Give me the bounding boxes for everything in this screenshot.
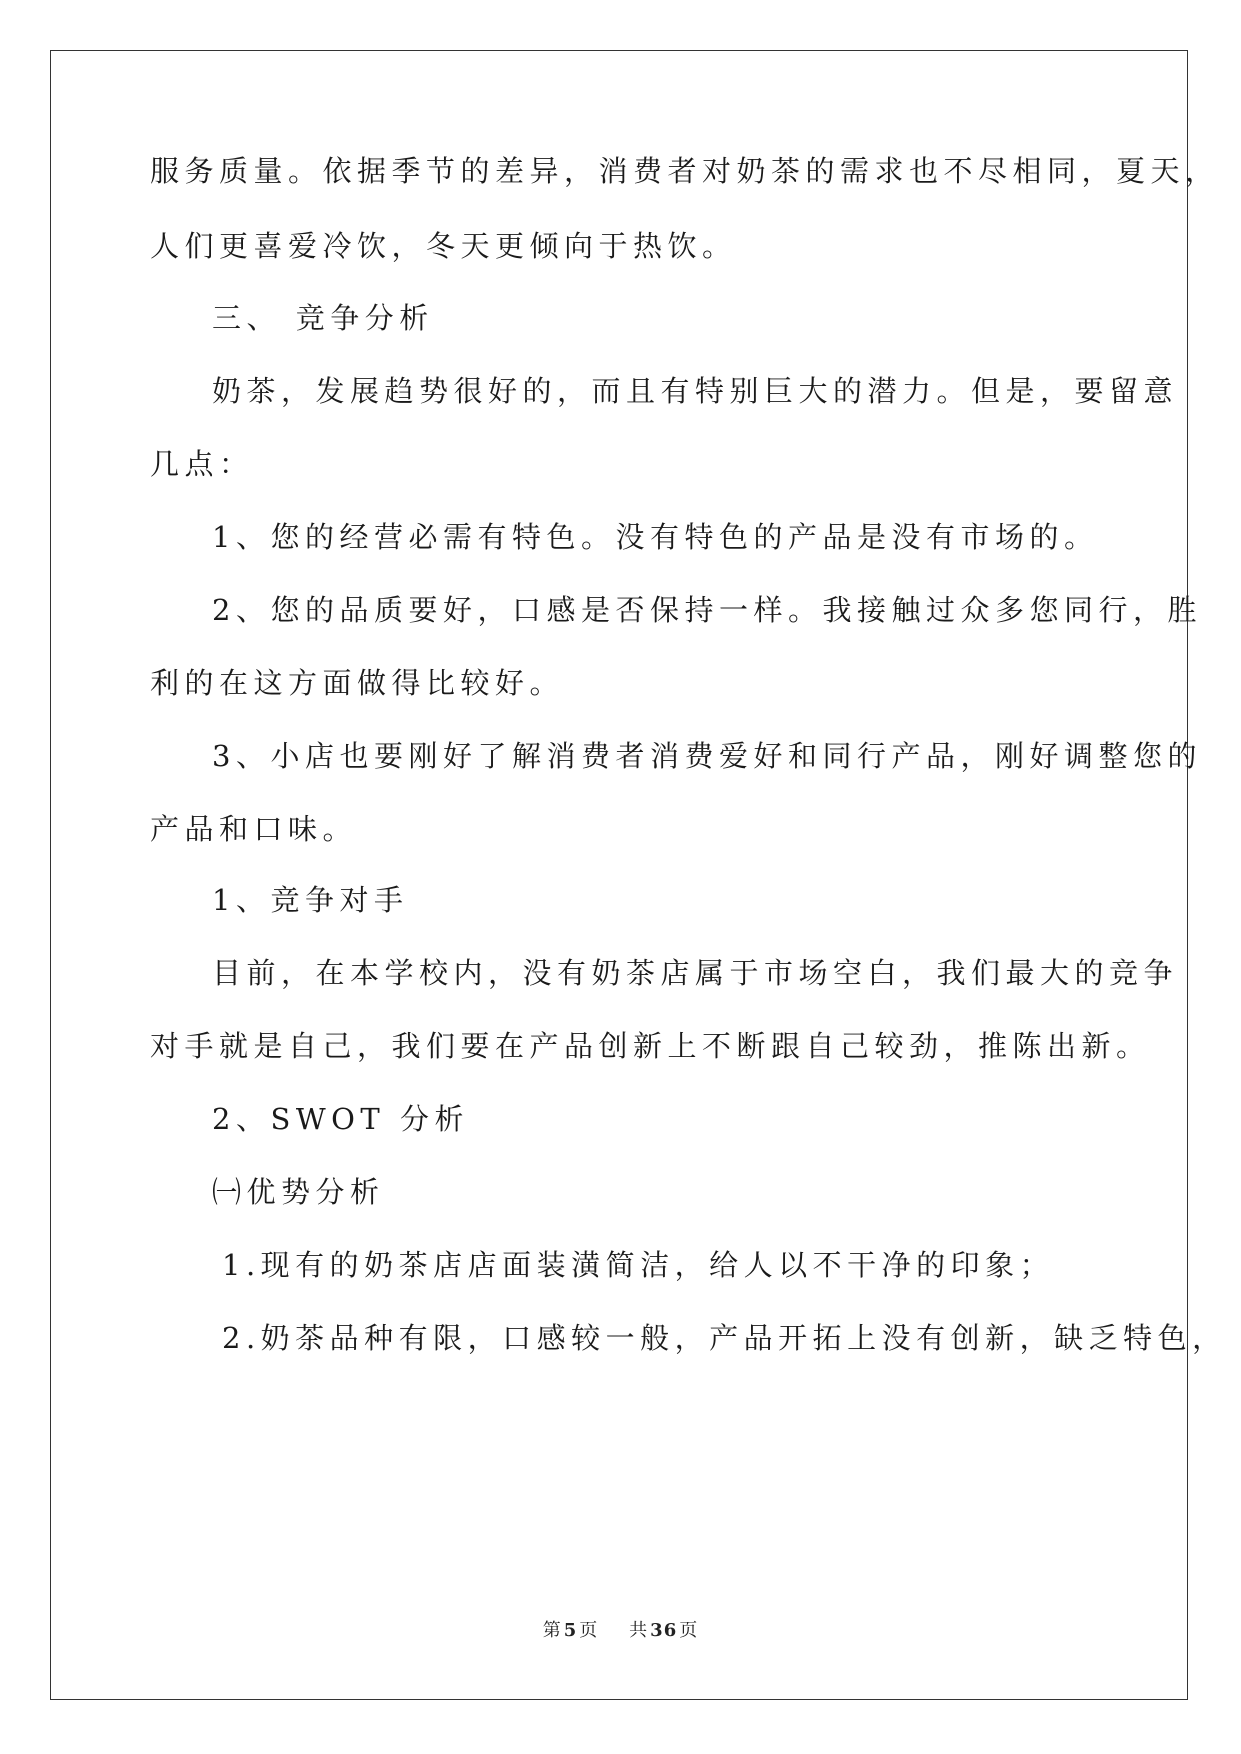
paragraph-line: 对手就是自己，我们要在产品创新上不断跟自己较劲，推陈出新。 [150,1029,1151,1063]
paragraph-line: 人们更喜爱冷饮，冬天更倾向于热饮。 [150,229,737,263]
paragraph-line: 目前，在本学校内，没有奶茶店属于市场空白，我们最大的竞争 [212,956,1179,990]
page-label-prefix: 第 [542,1620,562,1641]
total-pages: 36 [650,1620,678,1641]
subsection-heading: 1、竞争对手 [212,883,409,917]
list-item: 1.现有的奶茶店店面装潢简洁，给人以不干净的印象； [222,1248,1055,1282]
page-footer [0,1616,1241,1642]
section-heading: 三、 竞争分析 [212,301,434,335]
subsection-heading: ㈠优势分析 [212,1175,385,1209]
list-item: 1、您的经营必需有特色。没有特色的产品是没有市场的。 [212,520,1099,554]
list-item: 3、小店也要刚好了解消费者消费爱好和同行产品，刚好调整您的 [212,739,1202,773]
paragraph-line: 奶茶，发展趋势很好的，而且有特别巨大的潜力。但是，要留意 [212,374,1179,408]
subsection-heading: 2、SWOT 分析 [212,1102,469,1136]
total-label-prefix: 共 [629,1620,649,1641]
paragraph-line: 服务质量。依据季节的差异，消费者对奶茶的需求也不尽相同，夏天， [150,154,1220,188]
list-item: 2.奶茶品种有限，口感较一般，产品开拓上没有创新，缺乏特色， [222,1321,1227,1355]
total-label-suffix: 页 [679,1620,699,1641]
page-label-suffix: 页 [579,1620,599,1641]
paragraph-line: 几点： [150,447,254,481]
list-item: 2、您的品质要好，口感是否保持一样。我接触过众多您同行，胜 [212,593,1202,627]
paragraph-line: 产品和口味。 [150,812,358,846]
paragraph-line: 利的在这方面做得比较好。 [150,666,565,700]
page-number: 5 [563,1620,578,1641]
